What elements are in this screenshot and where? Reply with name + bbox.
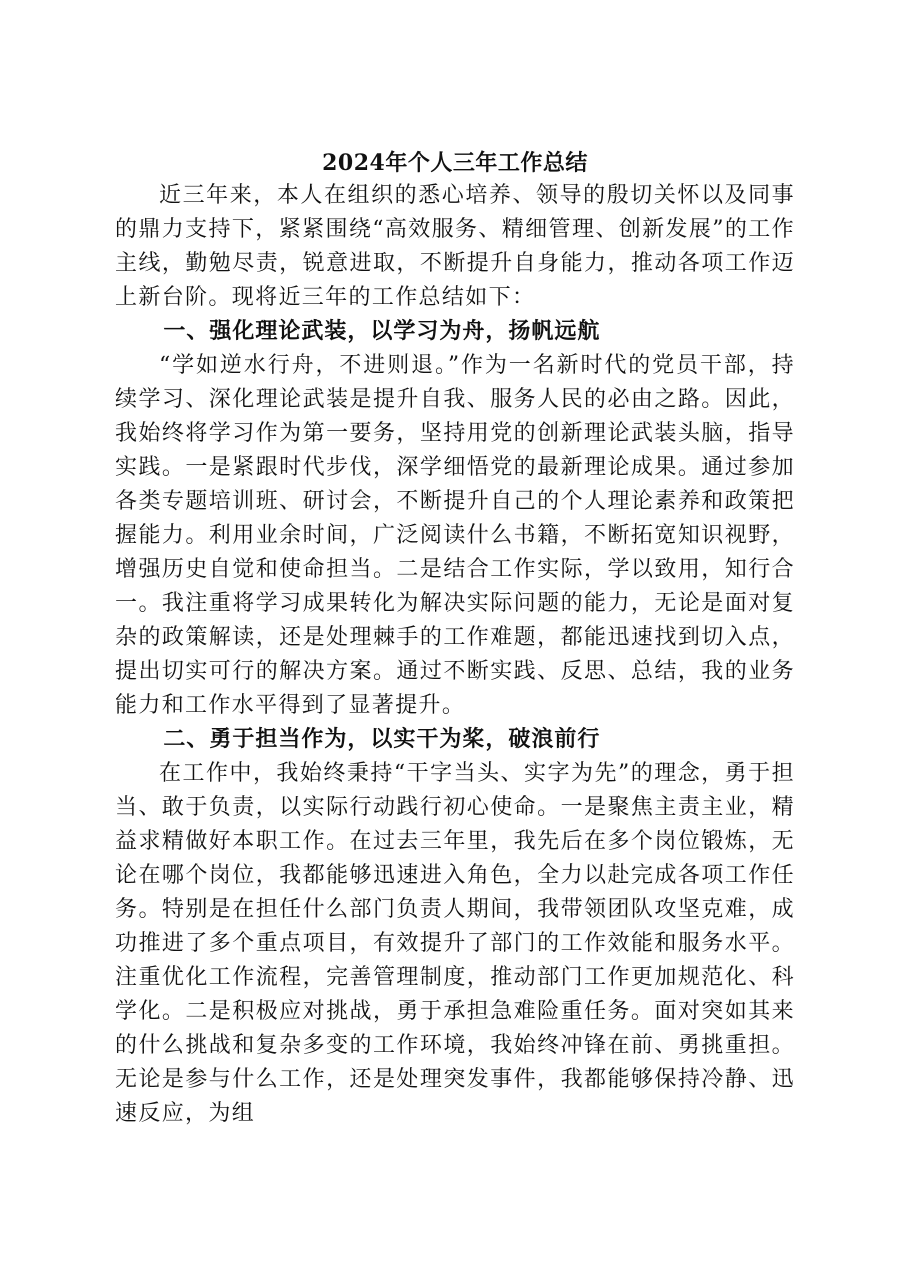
- document-body: [115, 147, 795, 1131]
- document-title: 2024年个人三年工作总结: [322, 150, 588, 176]
- section-body-1: “学如逆水行舟，不进则退。”作为一名新时代的党员干部，持续学习、深化理论武装是提升自我、服务人民的必由之路。因此，我始终将学习作为第一要务，坚持用党的创新理论武装头脑，指导实践。一是紧跟时代步伐，深学细悟党的最新理论成果。通过参加各类专题培训班、研讨会，不断提升自己的个人理论素养和政策把握能力。利用业余时间，广泛阅读什么书籍，不断拓宽知识视野，增强历史自觉和使命担当。二是结合工作实际，学以致用，知行合一。我注重将学习成果转化为解决实际问题的能力，无论是面对复杂的政策解读，还是处理棘手的工作难题，都能迅速找到切入点，提出切实可行的解决方案。通过不断实践、反思、总结，我的业务能力和工作水平得到了显著提升。: [115, 353, 795, 718]
- section-heading-1: 一、强化理论武装，以学习为舟，扬帆远航: [163, 319, 601, 344]
- section-body-2: 在工作中，我始终秉持“干字当头、实字为先”的理念，勇于担当、敢于负责，以实际行动践行初心使命。一是聚焦主责主业，精益求精做好本职工作。在过去三年里，我先后在多个岗位锻炼，无论在哪个岗位，我都能够迅速进入角色，全力以赴完成各项工作任务。特别是在担任什么部门负责人期间，我带领团队攻坚克难，成功推进了多个重点项目，有效提升了部门的工作效能和服务水平。注重优化工作流程，完善管理制度，推动部门工作更加规范化、科学化。二是积极应对挑战，勇于承担急难险重任务。面对突如其来的什么挑战和复杂多变的工作环境，我始终冲锋在前、勇挑重担。无论是参与什么工作，还是处理突发事件，我都能够保持冷静、迅速反应，为组: [115, 761, 795, 1126]
- section-heading-2: 二、勇于担当作为，以实干为桨，破浪前行: [163, 727, 601, 752]
- intro-paragraph: 近三年来，本人在组织的悉心培养、领导的殷切关怀以及同事的鼎力支持下，紧紧围绕“高效服务、精细管理、创新发展”的工作主线，勤勉尽责，锐意进取，不断提升自身能力，推动各项工作迈上新台阶。现将近三年的工作总结如下：: [115, 183, 795, 310]
